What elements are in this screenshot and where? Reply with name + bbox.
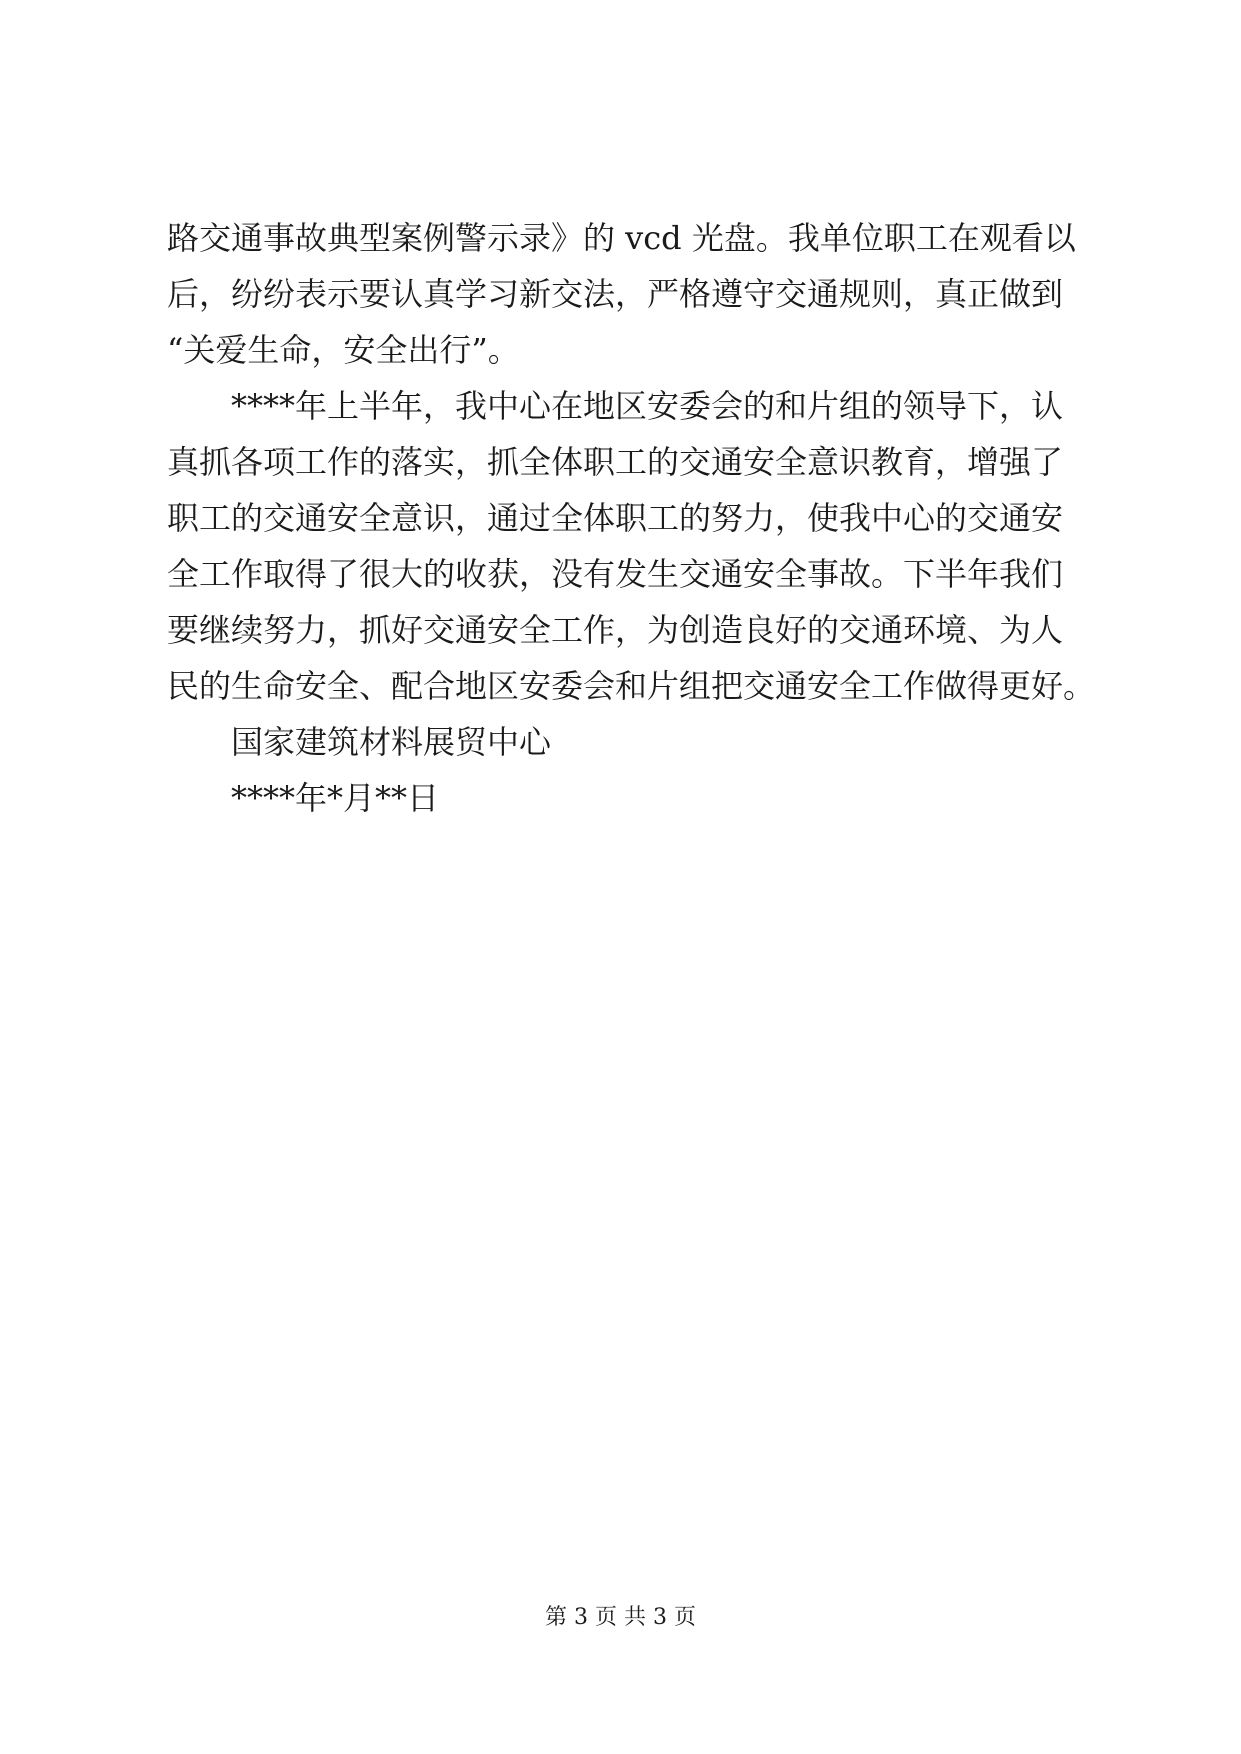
paragraph-2-line-3: 职工的交通安全意识，通过全体职工的努力，使我中心的交通安 — [167, 499, 1064, 537]
paragraph-1-line-3: “关爱生命，安全出行”。 — [167, 331, 520, 369]
paragraph-2-line-6: 民的生命安全、配合地区安委会和片组把交通安全工作做得更好。 — [167, 667, 1096, 705]
paragraph-1-line-2: 后，纷纷表示要认真学习新交法，严格遵守交通规则，真正做到 — [167, 275, 1064, 313]
paragraph-2-line-1: ****年上半年，我中心在地区安委会的和片组的领导下，认 — [231, 387, 1064, 425]
signature-date: ****年*月**日 — [231, 779, 440, 817]
paragraph-1-line-1: 路交通事故典型案例警示录》的 vcd 光盘。我单位职工在观看以 — [167, 219, 1076, 257]
page-footer: 第 3 页 共 3 页 — [545, 1605, 696, 1630]
paragraph-2-line-5: 要继续努力，抓好交通安全工作，为创造良好的交通环境、为人 — [167, 611, 1064, 649]
paragraph-2-line-2: 真抓各项工作的落实，抓全体职工的交通安全意识教育，增强了 — [167, 443, 1064, 481]
signature-organization: 国家建筑材料展贸中心 — [231, 723, 552, 761]
paragraph-2-line-4: 全工作取得了很大的收获，没有发生交通安全事故。下半年我们 — [167, 555, 1064, 593]
